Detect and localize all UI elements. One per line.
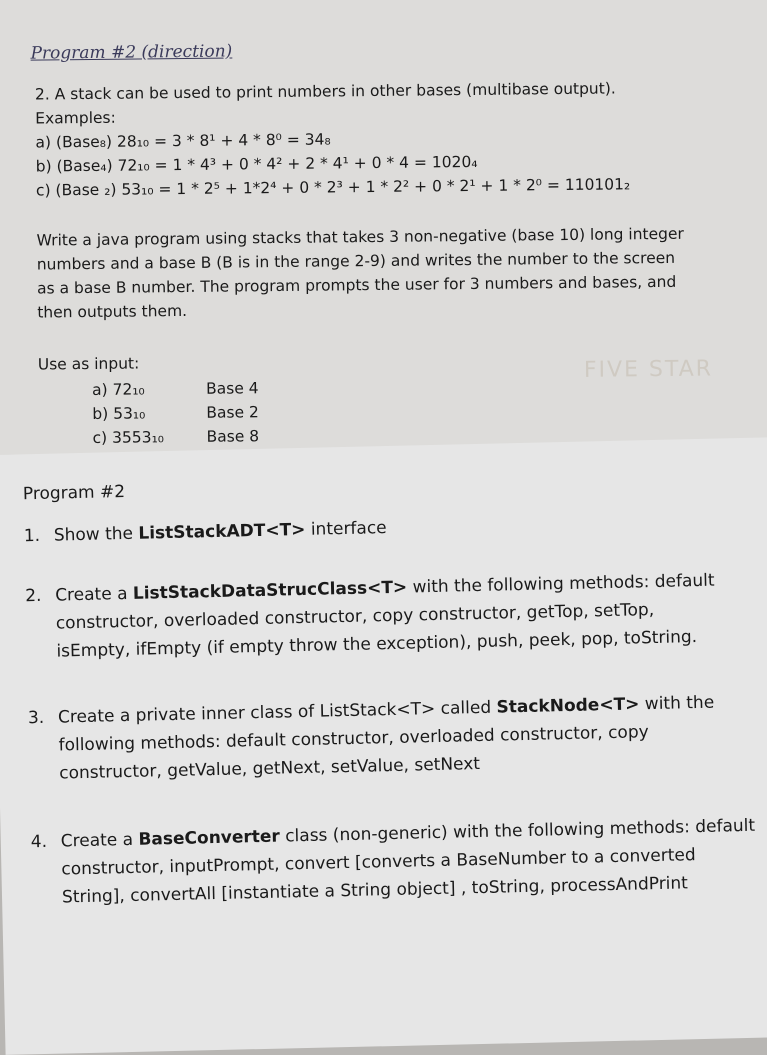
item-3-line-3: constructor, getValue, getNext, setValue, setNext <box>59 754 481 784</box>
input-b-base: Base 2 <box>206 403 259 422</box>
item-3-number: 3. <box>27 707 45 729</box>
description-line-3: as a base B number. The program prompts the user for 3 numbers and bases, and <box>36 272 677 298</box>
item-2-line-3: isEmpty, ifEmpty (if empty throw the exception), push, peek, pop, toString. <box>56 627 698 662</box>
item-2-line-2: constructor, overloaded constructor, copy constructor, getTop, setTop, <box>55 600 655 634</box>
input-c-value: c) 3553₁₀ <box>92 428 165 447</box>
input-b-value: b) 53₁₀ <box>92 404 146 423</box>
bottom-sheet <box>0 437 767 1055</box>
example-c: c) (Base ₂) 53₁₀ = 1 * 2⁵ + 1*2⁴ + 0 * 2³ + 1 * 2² + 0 * 2¹ + 1 * 2⁰ = 110101₂ <box>35 175 631 200</box>
description-line-2: numbers and a base B (B is in the range 2-9) and writes the number to the screen <box>36 248 676 274</box>
example-a: a) (Base₈) 28₁₀ = 3 * 8¹ + 4 * 8⁰ = 34₈ <box>35 130 331 152</box>
input-a-value: a) 72₁₀ <box>91 380 145 399</box>
item-1-line-1: Show the ListStackADT<T> interface <box>53 518 387 546</box>
item-4-line-2: constructor, inputPrompt, convert [converts a BaseNumber to a converted <box>61 845 696 880</box>
item-4-number: 4. <box>30 831 48 853</box>
item-2-number: 2. <box>24 585 42 607</box>
problem-statement: 2. A stack can be used to print numbers in other bases (multibase output). <box>34 79 616 104</box>
description-line-1: Write a java program using stacks that takes 3 non-negative (base 10) long integer <box>36 224 684 250</box>
item-2-line-1: Create a ListStackDataStrucClass<T> with the following methods: default <box>54 570 715 606</box>
description-line-4: then outputs them. <box>37 301 188 322</box>
item-3-line-1: Create a private inner class of ListStack<T> called StackNode<T> with the <box>57 692 715 728</box>
input-c-base: Base 8 <box>206 427 260 446</box>
input-a-base: Base 4 <box>205 379 259 398</box>
top-sheet <box>0 0 767 455</box>
item-4-line-1: Create a BaseConverter class (non-generic) with the following methods: default <box>60 815 756 852</box>
examples-label: Examples: <box>35 108 116 128</box>
handwritten-title: Program #2 (direction) <box>30 41 233 64</box>
item-1-number: 1. <box>23 525 41 547</box>
example-b: b) (Base₄) 72₁₀ = 1 * 4³ + 0 * 4² + 2 * 4¹ + 0 * 4 = 1020₄ <box>35 152 478 176</box>
item-3-line-2: following methods: default constructor, overloaded constructor, copy <box>58 722 649 756</box>
program-title: Program #2 <box>22 481 126 505</box>
input-label: Use as input: <box>37 354 140 374</box>
item-4-line-3: String], convertAll [instantiate a String object] , toString, processAndPrint <box>61 873 689 908</box>
watermark: FIVE STAR <box>583 356 714 383</box>
